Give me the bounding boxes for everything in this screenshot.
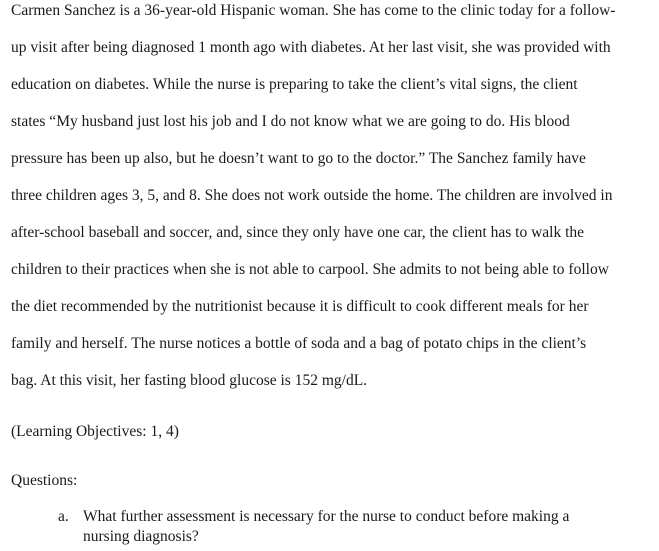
questions-heading: Questions: [11, 472, 78, 489]
case-paragraph-line: the diet recommended by the nutritionist because it is difficult to cook different meals for her [11, 298, 589, 315]
case-paragraph-line: children to their practices when she is not able to carpool. She admits to not being able to follow [11, 261, 609, 278]
question-text-line: nursing diagnosis? [83, 528, 199, 545]
case-paragraph-line: Carmen Sanchez is a 36-year-old Hispanic woman. She has come to the clinic today for a follow- [11, 2, 616, 19]
case-paragraph-line: education on diabetes. While the nurse is preparing to take the client’s vital signs, the client [11, 76, 578, 93]
case-paragraph-line: up visit after being diagnosed 1 month ago with diabetes. At her last visit, she was provided with [11, 39, 611, 56]
case-paragraph-line: bag. At this visit, her fasting blood glucose is 152 mg/dL. [11, 372, 368, 389]
case-paragraph-line: three children ages 3, 5, and 8. She does not work outside the home. The children are involved in [11, 187, 613, 204]
case-paragraph-line: states “My husband just lost his job and I do not know what we are going to do. His blood [11, 113, 570, 130]
case-paragraph-line: family and herself. The nurse notices a bottle of soda and a bag of potato chips in the client’s [11, 335, 587, 352]
case-paragraph-line: pressure has been up also, but he doesn’t want to go to the doctor.” The Sanchez family have [11, 150, 586, 167]
question-marker: a. [58, 508, 69, 525]
case-paragraph-line: after-school baseball and soccer, and, since they only have one car, the client has to walk the [11, 224, 585, 241]
learning-objectives: (Learning Objectives: 1, 4) [11, 423, 179, 440]
question-text-line: What further assessment is necessary for the nurse to conduct before making a [83, 508, 570, 525]
